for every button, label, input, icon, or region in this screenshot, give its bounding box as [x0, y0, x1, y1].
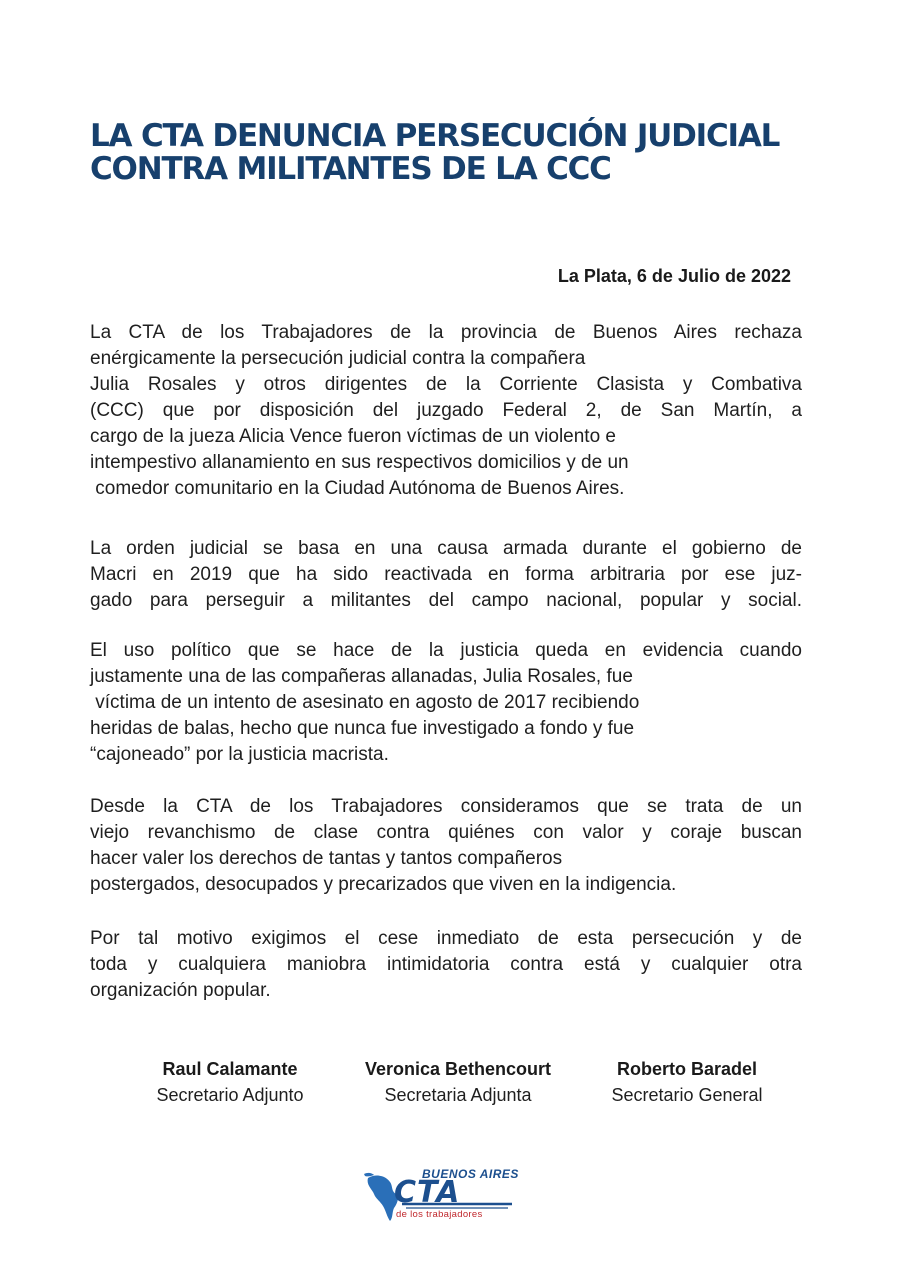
text-line: intempestivo allanamiento en sus respectivos domicilios y de un [90, 452, 629, 473]
text-line: gado para perseguir a militantes del campo nacional, popular y social. [90, 590, 802, 611]
title-line: LA CTA DENUNCIA PERSECUCIÓN JUDICIAL [90, 118, 780, 154]
text-line: La orden judicial se basa en una causa armada durante el gobierno de [90, 538, 802, 559]
signer [342, 1056, 574, 1108]
signer [588, 1056, 786, 1108]
text-line: postergados, desocupados y precarizados que viven en la indigencia. [90, 874, 677, 895]
signer-role: Secretaria Adjunta [384, 1085, 532, 1105]
cta-logo [362, 1164, 518, 1224]
signer-name: Roberto Baradel [616, 1059, 758, 1079]
text-line: Macri en 2019 que ha sido reactivada en forma arbitraria por ese juz- [90, 564, 802, 585]
paragraph-judicial-order [90, 536, 802, 614]
text-line: comedor comunitario en la Ciudad Autónoma de Buenos Aires. [90, 478, 625, 499]
logo-main-text: CTA [394, 1175, 461, 1210]
title-line: CONTRA MILITANTES DE LA CCC [90, 151, 611, 187]
text-line: enérgicamente la persecución judicial contra la compañera [90, 348, 586, 369]
logo-top-text: BUENOS AIRES [422, 1167, 519, 1181]
signer-role: Secretario Adjunto [156, 1085, 304, 1105]
text-line: justamente una de las compañeras allanadas, Julia Rosales, fue [90, 666, 633, 687]
paragraph-political-use [90, 638, 802, 768]
document-date: La Plata, 6 de Julio de 2022 [557, 266, 791, 286]
text-line: El uso político que se hace de la justicia queda en evidencia cuando [90, 640, 802, 661]
text-line: toda y cualquiera maniobra intimidatoria contra está y cualquier otra [90, 954, 802, 975]
text-line: La CTA de los Trabajadores de la provincia de Buenos Aires rechaza [90, 322, 802, 343]
paragraph-class-revanchism [90, 794, 802, 898]
text-line: “cajoneado” por la justicia macrista. [90, 744, 389, 765]
signer [132, 1056, 328, 1108]
document-title [90, 120, 850, 186]
text-line: Desde la CTA de los Trabajadores consideramos que se trata de un [90, 796, 802, 817]
text-line: Julia Rosales y otros dirigentes de la Corriente Clasista y Combativa [90, 374, 802, 395]
text-line: cargo de la jueza Alicia Vence fueron víctimas de un violento e [90, 426, 616, 447]
signer-name: Veronica Bethencourt [364, 1059, 552, 1079]
signer-role: Secretario General [611, 1085, 763, 1105]
text-line: organización popular. [90, 980, 271, 1001]
paragraph-rejection [90, 320, 802, 502]
logo-sub-text: de los trabajadores [396, 1209, 483, 1220]
text-line: víctima de un intento de asesinato en agosto de 2017 recibiendo [90, 692, 640, 713]
paragraph-demand [90, 926, 802, 1004]
signer-name: Raul Calamante [162, 1059, 298, 1079]
text-line: viejo revanchismo de clase contra quiénes con valor y coraje buscan [90, 822, 802, 843]
text-line: heridas de balas, hecho que nunca fue investigado a fondo y fue [90, 718, 635, 739]
text-line: Por tal motivo exigimos el cese inmediato de esta persecución y de [90, 928, 802, 949]
signature-block [0, 1056, 918, 1116]
text-line: hacer valer los derechos de tantas y tantos compañeros [90, 848, 563, 869]
text-line: (CCC) que por disposición del juzgado Federal 2, de San Martín, a [90, 400, 802, 421]
